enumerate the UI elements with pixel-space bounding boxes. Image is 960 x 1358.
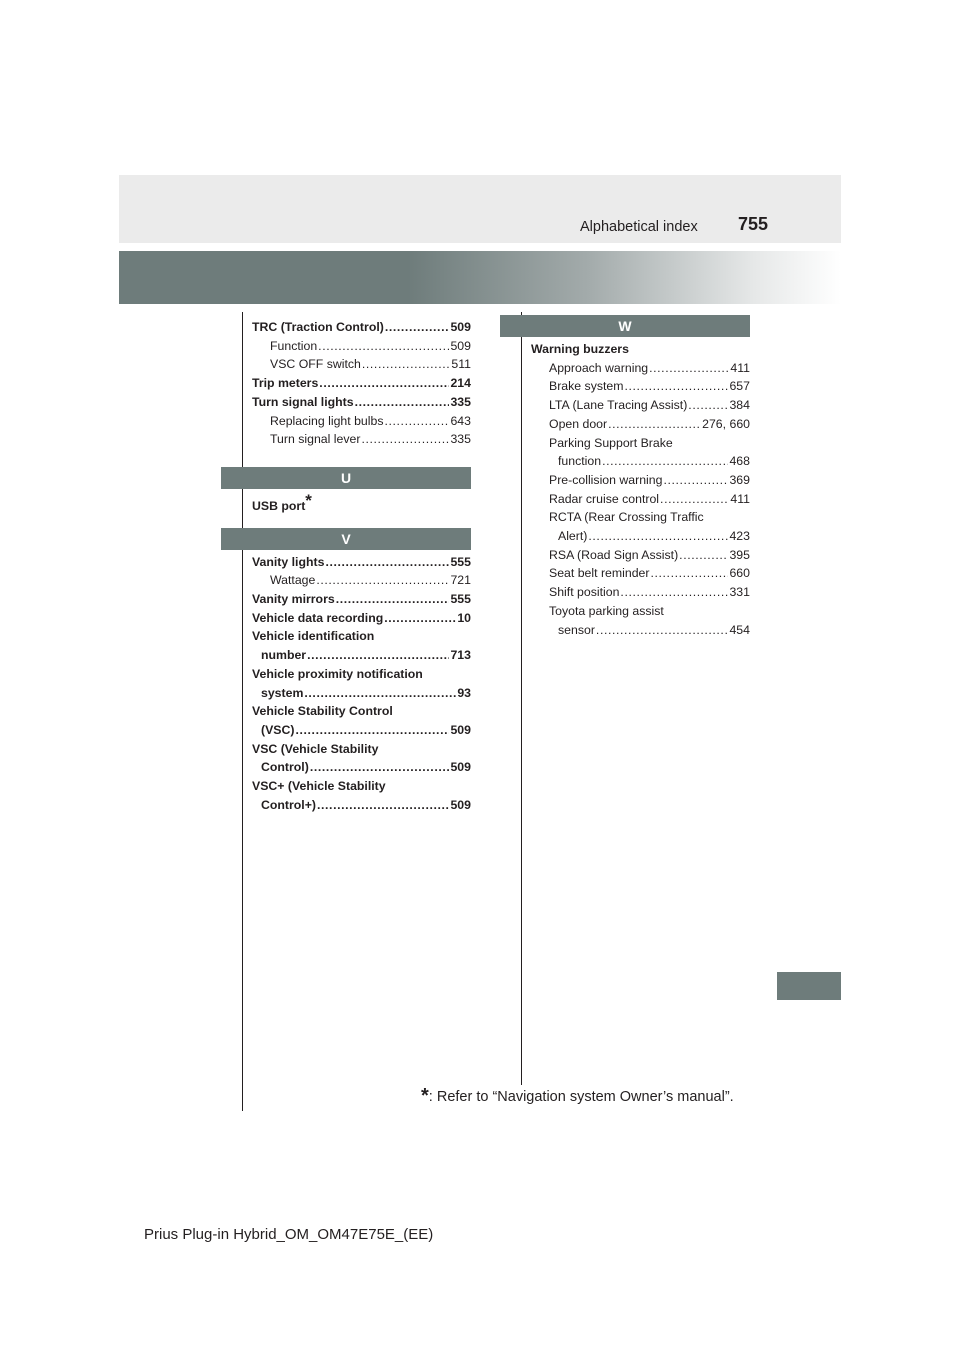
- index-entry: Turn signal lights ..... 335: [252, 393, 471, 412]
- index-subentry: VSC OFF switch ..... 511: [252, 355, 471, 374]
- index-subentry: Radar cruise control ..... 411: [531, 490, 750, 509]
- section-header-v: V: [221, 528, 471, 550]
- section-header-u: U: [221, 467, 471, 489]
- index-subentry: Parking Support Brake function ..... 468: [531, 434, 750, 471]
- index-subentry: Pre-collision warning ..... 369: [531, 471, 750, 490]
- index-entry: Trip meters ..... 214: [252, 374, 471, 393]
- index-subentry: Replacing light bulbs ..... 643: [252, 412, 471, 431]
- index-subentry: Brake system ..... 657: [531, 377, 750, 396]
- section-side-tab: [777, 972, 841, 1000]
- index-entry: Vehicle identification number ..... 713: [252, 627, 471, 664]
- page-number: 755: [738, 214, 769, 234]
- footnote-text: : Refer to “Navigation system Owner’s manual”.: [428, 1089, 734, 1105]
- index-subentry: Function ..... 509: [252, 337, 471, 356]
- index-subentry: Seat belt reminder ..... 660: [531, 564, 750, 583]
- index-entry: VSC (Vehicle Stability Control) ..... 509: [252, 740, 471, 777]
- header-gradient-band: [119, 251, 841, 304]
- header-title: Alphabetical index: [580, 219, 698, 235]
- column-divider-left: [242, 312, 243, 1111]
- index-subentry: Wattage ..... 721: [252, 571, 471, 590]
- index-entry: Vehicle Stability Control (VSC) ..... 509: [252, 702, 471, 739]
- index-entry: VSC+ (Vehicle Stability Control+) ..... 509: [252, 777, 471, 814]
- index-subentry: Toyota parking assist sensor ..... 454: [531, 602, 750, 639]
- footnote-star: *: [421, 1085, 429, 1107]
- index-subentry: RSA (Road Sign Assist) ..... 395: [531, 546, 750, 565]
- index-entry: TRC (Traction Control) ..... 509: [252, 318, 471, 337]
- index-entry: USB port*: [252, 490, 312, 513]
- footnote: [421, 1085, 734, 1108]
- index-entry: Vehicle data recording ..... 10: [252, 609, 471, 628]
- header-bar: [119, 175, 841, 243]
- index-subentry: RCTA (Rear Crossing Traffic Alert) ..... 423: [531, 508, 750, 545]
- index-entry: Vehicle proximity notification system ..... 93: [252, 665, 471, 702]
- index-entry: Warning buzzers: [531, 342, 629, 356]
- index-column-right: [531, 340, 750, 639]
- index-entry: Vanity lights ..... 555: [252, 553, 471, 572]
- index-subentry: Shift position ..... 331: [531, 583, 750, 602]
- index-subentry: LTA (Lane Tracing Assist) ..... 384: [531, 396, 750, 415]
- index-column-left: [252, 318, 471, 814]
- index-subentry: Turn signal lever ..... 335: [252, 430, 471, 449]
- index-subentry: Open door ..... 276, 660: [531, 415, 750, 434]
- footer-document-id: Prius Plug-in Hybrid_OM_OM47E75E_(EE): [144, 1226, 434, 1243]
- index-entry: Vanity mirrors ..... 555: [252, 590, 471, 609]
- section-header-w: W: [500, 315, 750, 337]
- column-divider-right: [521, 312, 522, 1085]
- index-subentry: Approach warning ..... 411: [531, 359, 750, 378]
